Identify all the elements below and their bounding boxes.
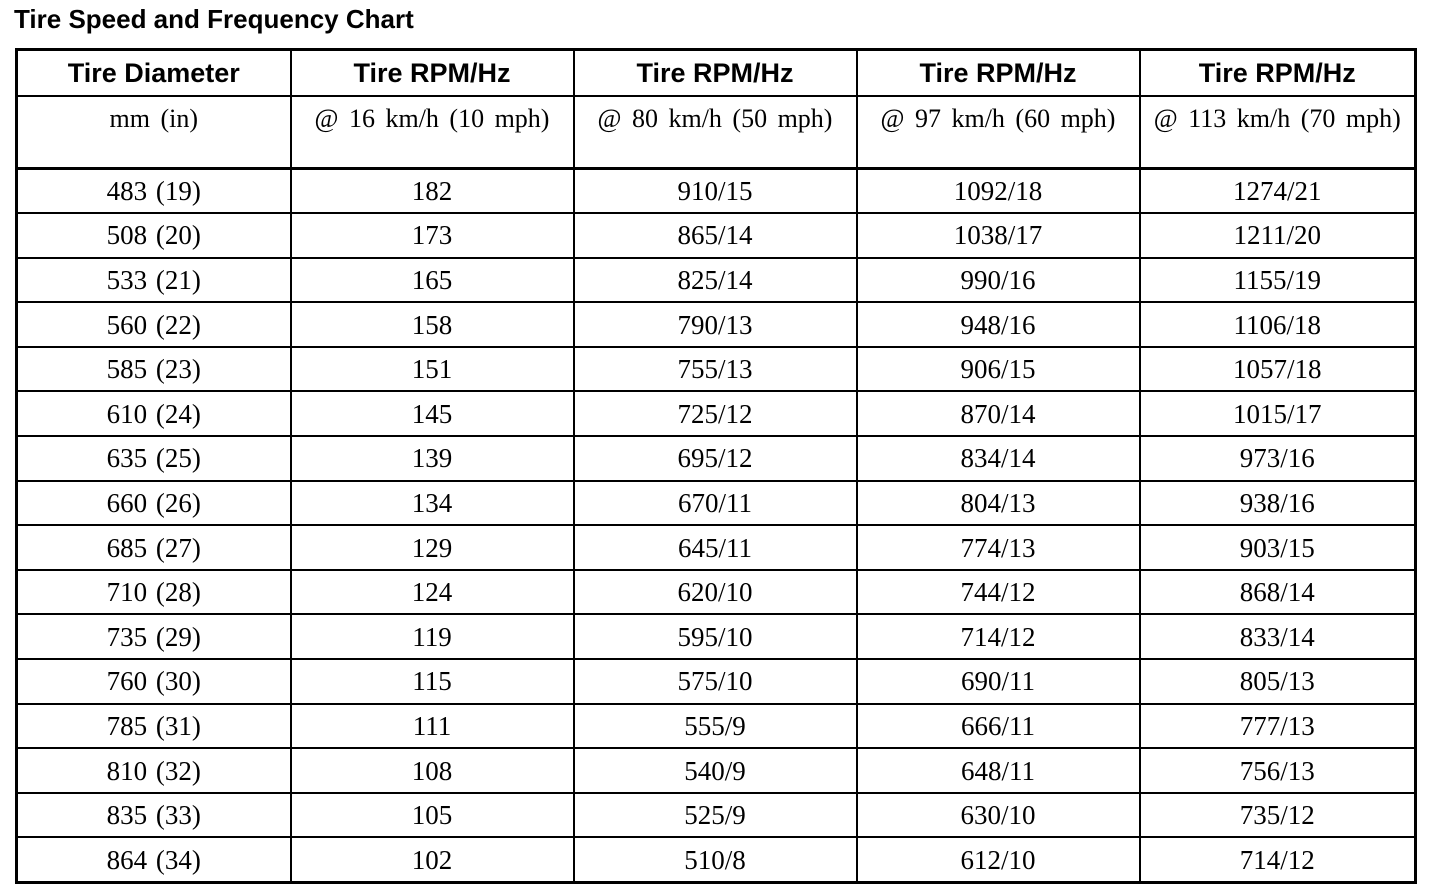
cell-rpm-113kmh: 938/16	[1140, 481, 1416, 526]
cell-rpm-80kmh: 910/15	[574, 168, 857, 213]
table-row	[17, 614, 1416, 659]
cell-rpm-113kmh: 1155/19	[1140, 258, 1416, 303]
cell-rpm-97kmh: 804/13	[857, 481, 1140, 526]
column-subheader-97kmh: @ 97 km/h (60 mph)	[857, 96, 1140, 168]
cell-rpm-16kmh: 139	[291, 436, 574, 481]
cell-rpm-113kmh: 973/16	[1140, 436, 1416, 481]
cell-rpm-113kmh: 1015/17	[1140, 391, 1416, 436]
table-row	[17, 748, 1416, 793]
tire-speed-frequency-table	[15, 48, 1417, 884]
cell-tire-diameter: 864 (34)	[17, 837, 291, 882]
table-row	[17, 659, 1416, 704]
table-row	[17, 302, 1416, 347]
cell-rpm-97kmh: 744/12	[857, 570, 1140, 615]
cell-rpm-16kmh: 129	[291, 525, 574, 570]
cell-rpm-16kmh: 105	[291, 793, 574, 838]
cell-rpm-113kmh: 805/13	[1140, 659, 1416, 704]
cell-tire-diameter: 660 (26)	[17, 481, 291, 526]
cell-rpm-97kmh: 1038/17	[857, 213, 1140, 258]
cell-rpm-16kmh: 165	[291, 258, 574, 303]
cell-rpm-113kmh: 1211/20	[1140, 213, 1416, 258]
cell-rpm-113kmh: 1274/21	[1140, 168, 1416, 213]
cell-rpm-80kmh: 755/13	[574, 347, 857, 392]
cell-rpm-113kmh: 903/15	[1140, 525, 1416, 570]
cell-rpm-16kmh: 134	[291, 481, 574, 526]
cell-rpm-97kmh: 630/10	[857, 793, 1140, 838]
table-row	[17, 391, 1416, 436]
cell-tire-diameter: 810 (32)	[17, 748, 291, 793]
cell-rpm-16kmh: 111	[291, 704, 574, 749]
cell-tire-diameter: 560 (22)	[17, 302, 291, 347]
cell-rpm-80kmh: 695/12	[574, 436, 857, 481]
cell-rpm-16kmh: 151	[291, 347, 574, 392]
cell-rpm-80kmh: 865/14	[574, 213, 857, 258]
table-row	[17, 347, 1416, 392]
cell-rpm-97kmh: 612/10	[857, 837, 1140, 882]
cell-rpm-16kmh: 108	[291, 748, 574, 793]
cell-rpm-80kmh: 575/10	[574, 659, 857, 704]
cell-tire-diameter: 785 (31)	[17, 704, 291, 749]
table-row	[17, 525, 1416, 570]
cell-rpm-97kmh: 690/11	[857, 659, 1140, 704]
cell-rpm-16kmh: 158	[291, 302, 574, 347]
table-row	[17, 436, 1416, 481]
cell-rpm-80kmh: 525/9	[574, 793, 857, 838]
cell-rpm-16kmh: 115	[291, 659, 574, 704]
cell-rpm-80kmh: 595/10	[574, 614, 857, 659]
cell-rpm-97kmh: 870/14	[857, 391, 1140, 436]
cell-rpm-80kmh: 825/14	[574, 258, 857, 303]
cell-tire-diameter: 760 (30)	[17, 659, 291, 704]
cell-rpm-80kmh: 670/11	[574, 481, 857, 526]
cell-tire-diameter: 508 (20)	[17, 213, 291, 258]
cell-rpm-16kmh: 182	[291, 168, 574, 213]
cell-tire-diameter: 483 (19)	[17, 168, 291, 213]
page-title: Tire Speed and Frequency Chart	[14, 4, 414, 34]
cell-rpm-16kmh: 173	[291, 213, 574, 258]
cell-rpm-80kmh: 555/9	[574, 704, 857, 749]
cell-rpm-97kmh: 1092/18	[857, 168, 1140, 213]
subheader-row	[17, 96, 1416, 168]
column-subheader-units: mm (in)	[17, 96, 291, 168]
cell-rpm-16kmh: 119	[291, 614, 574, 659]
cell-rpm-80kmh: 510/8	[574, 837, 857, 882]
table-row	[17, 793, 1416, 838]
cell-rpm-113kmh: 1057/18	[1140, 347, 1416, 392]
cell-rpm-113kmh: 714/12	[1140, 837, 1416, 882]
cell-rpm-97kmh: 948/16	[857, 302, 1140, 347]
column-header-tire-diameter: Tire Diameter	[17, 50, 291, 97]
cell-rpm-16kmh: 124	[291, 570, 574, 615]
table-row	[17, 481, 1416, 526]
cell-rpm-113kmh: 1106/18	[1140, 302, 1416, 347]
table-row	[17, 837, 1416, 882]
column-subheader-113kmh: @ 113 km/h (70 mph)	[1140, 96, 1416, 168]
table-body	[17, 168, 1416, 883]
column-subheader-16kmh: @ 16 km/h (10 mph)	[291, 96, 574, 168]
cell-tire-diameter: 635 (25)	[17, 436, 291, 481]
cell-rpm-97kmh: 990/16	[857, 258, 1140, 303]
table-row	[17, 570, 1416, 615]
cell-rpm-113kmh: 735/12	[1140, 793, 1416, 838]
cell-rpm-80kmh: 540/9	[574, 748, 857, 793]
table-row	[17, 704, 1416, 749]
cell-rpm-97kmh: 666/11	[857, 704, 1140, 749]
cell-rpm-80kmh: 790/13	[574, 302, 857, 347]
cell-tire-diameter: 835 (33)	[17, 793, 291, 838]
cell-rpm-97kmh: 648/11	[857, 748, 1140, 793]
table-row	[17, 168, 1416, 213]
cell-rpm-80kmh: 620/10	[574, 570, 857, 615]
cell-rpm-97kmh: 714/12	[857, 614, 1140, 659]
cell-rpm-97kmh: 834/14	[857, 436, 1140, 481]
cell-rpm-97kmh: 906/15	[857, 347, 1140, 392]
cell-tire-diameter: 685 (27)	[17, 525, 291, 570]
cell-rpm-80kmh: 725/12	[574, 391, 857, 436]
column-subheader-80kmh: @ 80 km/h (50 mph)	[574, 96, 857, 168]
cell-rpm-113kmh: 868/14	[1140, 570, 1416, 615]
cell-tire-diameter: 610 (24)	[17, 391, 291, 436]
cell-rpm-113kmh: 833/14	[1140, 614, 1416, 659]
cell-rpm-113kmh: 777/13	[1140, 704, 1416, 749]
cell-tire-diameter: 585 (23)	[17, 347, 291, 392]
column-header-rpm-16kmh: Tire RPM/Hz	[291, 50, 574, 97]
cell-rpm-16kmh: 102	[291, 837, 574, 882]
header-row	[17, 50, 1416, 97]
cell-rpm-97kmh: 774/13	[857, 525, 1140, 570]
cell-rpm-113kmh: 756/13	[1140, 748, 1416, 793]
cell-tire-diameter: 710 (28)	[17, 570, 291, 615]
cell-rpm-16kmh: 145	[291, 391, 574, 436]
cell-tire-diameter: 735 (29)	[17, 614, 291, 659]
column-header-rpm-113kmh: Tire RPM/Hz	[1140, 50, 1416, 97]
column-header-rpm-97kmh: Tire RPM/Hz	[857, 50, 1140, 97]
table-row	[17, 213, 1416, 258]
cell-rpm-80kmh: 645/11	[574, 525, 857, 570]
table-row	[17, 258, 1416, 303]
column-header-rpm-80kmh: Tire RPM/Hz	[574, 50, 857, 97]
cell-tire-diameter: 533 (21)	[17, 258, 291, 303]
